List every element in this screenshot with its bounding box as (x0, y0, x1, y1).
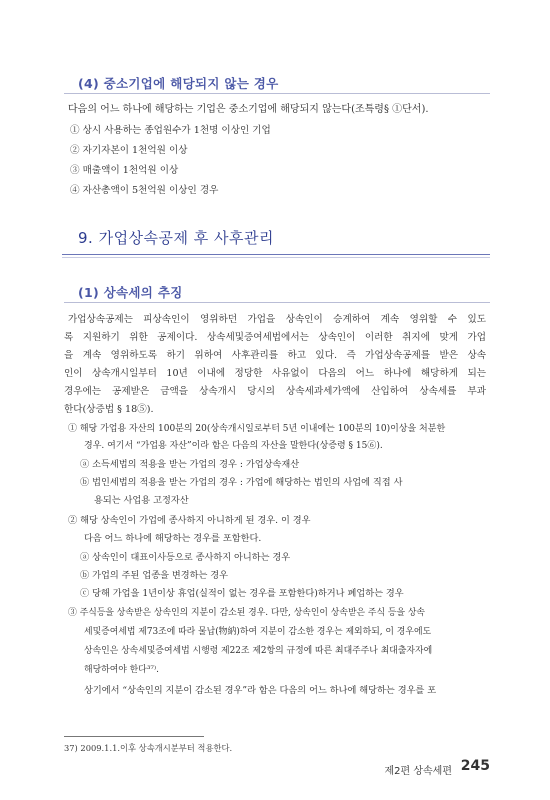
item-2b: ⓑ 가업의 주된 업종을 변경하는 경우 (80, 570, 229, 581)
paragraph-line: 경우에는 공제받은 금액을 상속개시 당시의 상속세과세가액에 산입하여 상속세를 부과 (64, 386, 486, 397)
item-1b-line: 용되는 사업용 고정자산 (94, 495, 189, 506)
item-1-line: 경우. 여기서 “가업용 자산”이라 함은 다음의 자산을 말한다(상증령 § 15⑥). (84, 441, 383, 451)
item-2c: ⓒ 당해 가업을 1년이상 휴업(실적이 없는 경우를 포함한다)하거나 폐업하는 경우 (80, 588, 404, 599)
section-1-heading: (1) 상속세의 추징 (78, 285, 183, 300)
item-2a: ⓐ 상속인이 대표이사등으로 종사하지 아니하는 경우 (80, 552, 291, 563)
paragraph-line: 한다(상증법 § 18⑤). (64, 404, 154, 415)
section-9-underline-thin (62, 257, 490, 258)
list-item: ① 상시 사용하는 종업원수가 1천명 이상인 기업 (70, 125, 271, 136)
item-1-line: ① 해당 가업용 자산의 100분의 20(상속개시일로부터 5년 이내에는 100분의 10)이상을 처분한 (68, 424, 446, 434)
paragraph-line: 록 지원하기 위한 공제이다. 상속세및증여세법에서는 상속인이 이러한 취지에 맞게 가업 (64, 332, 486, 343)
heading-underline (64, 93, 490, 94)
item-1a: ⓐ 소득세법의 적용을 받는 가업의 경우 : 가업상속재산 (80, 459, 300, 470)
heading-underline (64, 302, 490, 303)
item-3-line: 해당하여야 한다³⁷⁾. (84, 665, 159, 675)
page-number: 245 (460, 758, 490, 774)
section-9-underline (62, 254, 490, 255)
list-item: ④ 자산총액이 5천억원 이상인 경우 (70, 185, 219, 196)
paragraph-line: 인이 상속개시일부터 10년 이내에 정당한 사유없이 다음의 어느 하나에 해당하게 되는 (64, 368, 486, 379)
item-2-line: ② 해당 상속인이 가업에 종사하지 아니하게 된 경우. 이 경우 (68, 515, 311, 526)
list-item: ③ 매출액이 1천억원 이상 (70, 165, 179, 176)
paragraph-line: 상기에서 “상속인의 지분이 감소된 경우”라 함은 다음의 어느 하나에 해당하는 경우를 포 (84, 685, 437, 696)
item-3-line: ③ 주식등을 상속받은 상속인의 지분이 감소된 경우. 다만, 상속인이 상속받은 주식 등을 상속 (68, 608, 426, 618)
section-4-intro: 다음의 어느 하나에 해당하는 기업은 중소기업에 해당되지 않는다(조특령§ ①단서). (68, 104, 429, 115)
footnote-divider (64, 736, 204, 737)
item-1b-line: ⓑ 법인세법의 적용을 받는 가업의 경우 : 가업에 해당하는 법인의 사업에 직접 사 (80, 477, 403, 488)
section-9-heading: 9. 가업상속공제 후 사후관리 (78, 229, 275, 247)
item-2-line: 다음 어느 하나에 해당하는 경우를 포함한다. (84, 533, 262, 544)
item-3-line: 상속인은 상속세및증여세법 시행령 제22조 제2항의 규정에 따른 최대주주나 최대출자자에 (84, 646, 433, 656)
list-item: ② 자기자본이 1천억원 이상 (70, 145, 188, 156)
item-3-line: 세및증여세법 제73조에 따라 물납(物納)하여 지분이 감소한 경우는 제외하되, 이 경우에도 (84, 627, 432, 637)
footer-section-label: 제2편 상속세편 (384, 766, 452, 777)
footnote: 37) 2009.1.1.이후 상속개시분부터 적용한다. (64, 743, 233, 753)
paragraph-line: 가업상속공제는 피상속인이 영위하던 가업을 상속인이 승계하여 계속 영위할 수 있도 (68, 314, 486, 325)
section-4-heading: (4) 중소기업에 해당되지 않는 경우 (78, 76, 279, 91)
paragraph-line: 을 계속 영위하도록 하기 위하여 사후관리를 하고 있다. 즉 가업상속공제를 받은 상속 (64, 350, 486, 361)
